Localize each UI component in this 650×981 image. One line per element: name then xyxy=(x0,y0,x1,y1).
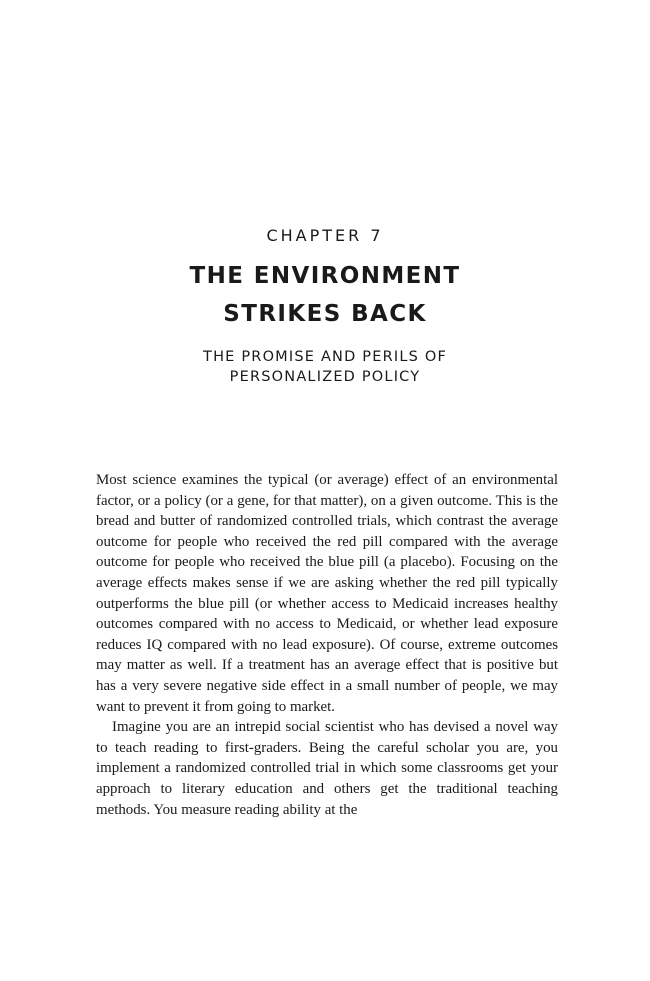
chapter-title-line-1: THE ENVIRONMENT xyxy=(189,263,461,289)
chapter-title xyxy=(0,257,650,333)
chapter-subtitle-line-2: PERSONALIZED POLICY xyxy=(229,369,421,385)
chapter-label: CHAPTER 7 xyxy=(266,226,384,245)
chapter-subtitle xyxy=(0,347,650,387)
chapter-title-line-2: STRIKES BACK xyxy=(223,301,427,327)
body-text xyxy=(96,470,558,820)
paragraph-2: Imagine you are an intrepid social scientist who has devised a novel way to teach reading to first-graders. Being the careful scholar you are, you implement a randomized controlled trial in which some classrooms get your approach to literary education and others get the traditional teaching methods. You measure reading ability at the xyxy=(96,719,558,818)
paragraph-1: Most science examines the typical (or average) effect of an environmental factor, or a policy (or a gene, for that matter), on a given outcome. This is the bread and butter of randomized controlled trials, which contrast the average outcome for people who received the red pill compared with the average outcome for people who received the blue pill (a placebo). Focusing on the average effects makes sense if we are asking whether the red pill typically outperforms the blue pill (or whether access to Medicaid increases healthy outcomes compared with no access to Medicaid, or whether lead exposure reduces IQ compared with no lead exposure). Of course, extreme outcomes may matter as well. If a treatment has an average effect that is positive but has a very severe negative side effect in a small number of people, we may want to prevent it from going to market. xyxy=(96,472,558,715)
chapter-subtitle-line-1: THE PROMISE AND PERILS OF xyxy=(203,349,447,365)
